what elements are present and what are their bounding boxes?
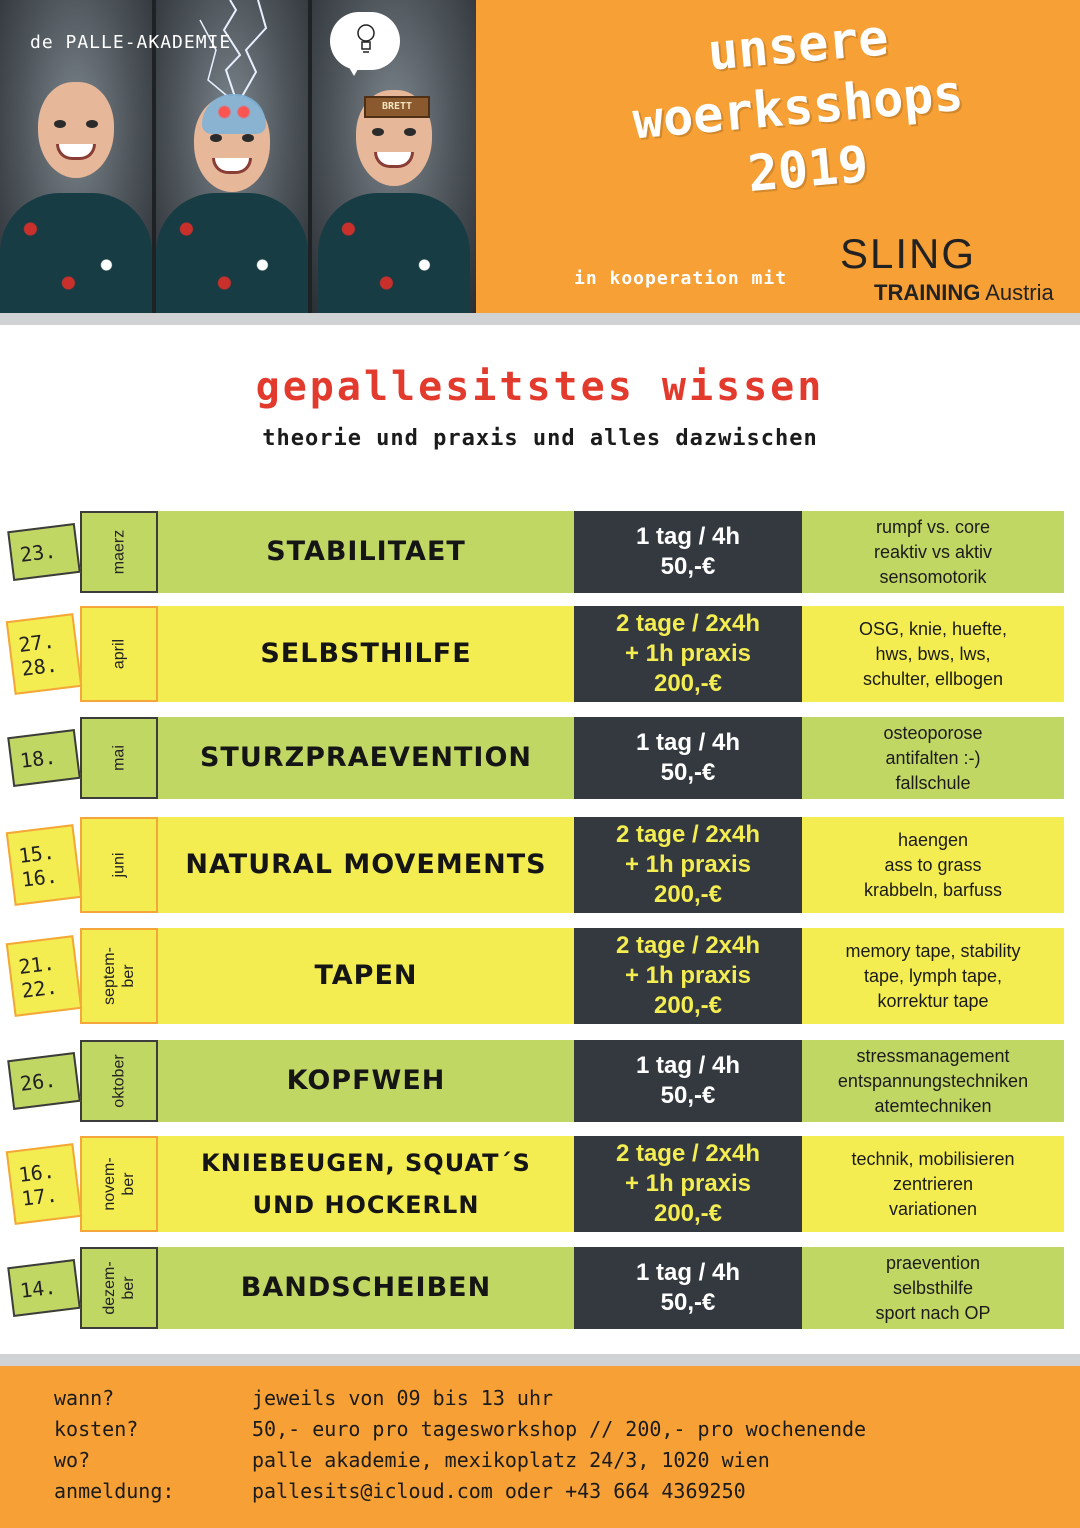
topic-line: osteoporose (883, 722, 983, 743)
brett-sign: BRETT (364, 96, 430, 118)
topic-line: stressmanagement (856, 1045, 1010, 1066)
topic-line: antifalten :-) (885, 747, 981, 768)
title-line-1: unsere (705, 8, 891, 82)
brain-icon (202, 94, 266, 134)
price-line: 50,-€ (660, 1289, 716, 1316)
poster-title (548, 8, 1048, 204)
price-line: 1 tag / 4h (635, 1052, 741, 1079)
topics-cell (802, 717, 1064, 799)
date-day: 14. (18, 1274, 58, 1303)
header-banner (0, 0, 1080, 313)
christmas-shirt (0, 193, 152, 313)
date-badge (7, 1052, 81, 1110)
topic-line: entspannungstechniken (837, 1070, 1029, 1091)
date-day: 28. (20, 652, 59, 681)
christmas-shirt (156, 193, 308, 313)
date-day: 16. (17, 1158, 57, 1187)
month-cell (80, 1247, 158, 1329)
price-cell (574, 1136, 802, 1232)
topic-line: hws, bws, lws, (875, 643, 991, 664)
topic-line: tape, lymph tape, (863, 965, 1003, 986)
month-cell (80, 511, 158, 593)
price-line: + 1h praxis (624, 1170, 752, 1197)
workshop-row (0, 817, 1080, 913)
sling-logo-sub: TRAINING Austria (874, 280, 1054, 305)
workshop-row (0, 928, 1080, 1024)
price-cell (574, 928, 802, 1024)
topic-line: schulter, ellbogen (862, 668, 1004, 689)
month-cell (80, 606, 158, 702)
month-label: april (110, 638, 128, 670)
workshop-row (0, 717, 1080, 799)
date-badge (6, 1143, 83, 1225)
topic-line: haengen (897, 829, 969, 850)
workshop-name: STURZPRAEVENTION (199, 742, 533, 773)
topic-line: atemtechniken (874, 1095, 992, 1116)
date-badge (7, 523, 81, 581)
topic-line: korrektur tape (877, 990, 989, 1011)
workshop-name: BANDSCHEIBEN (240, 1272, 492, 1303)
divider-top (0, 313, 1080, 325)
topics-cell (802, 928, 1064, 1024)
footer-value: pallesits@icloud.com oder +43 664 4369250 (252, 1479, 746, 1503)
date-badge (6, 824, 83, 906)
divider-bottom (0, 1354, 1080, 1366)
price-line: 1 tag / 4h (635, 1259, 741, 1286)
topic-line: variationen (888, 1198, 978, 1219)
month-cell (80, 1040, 158, 1122)
topic-line: zentrieren (892, 1173, 974, 1194)
topics-cell (802, 1247, 1064, 1329)
price-cell (574, 511, 802, 593)
price-line: 200,-€ (653, 992, 723, 1019)
price-line: 50,-€ (660, 1082, 716, 1109)
topic-line: sensomotorik (879, 566, 987, 587)
date-day: 15. (17, 839, 57, 868)
workshop-name: TAPEN (314, 960, 418, 991)
lightbulb-icon (356, 22, 376, 56)
workshop-row (0, 511, 1080, 593)
workshop-row (0, 606, 1080, 702)
topic-line: selbsthilfe (892, 1277, 974, 1298)
date-day: 18. (18, 744, 58, 773)
price-line: 2 tage / 2x4h (615, 610, 761, 637)
topic-line: OSG, knie, huefte, (858, 618, 1008, 639)
topic-line: reaktiv vs aktiv (873, 541, 993, 562)
info-footer (0, 1366, 1080, 1528)
sling-logo-word: SLING (840, 230, 977, 277)
topics-cell (802, 1040, 1064, 1122)
date-day: 27. (17, 628, 57, 657)
workshop-row (0, 1040, 1080, 1122)
price-line: + 1h praxis (624, 851, 752, 878)
price-line: + 1h praxis (624, 962, 752, 989)
date-day: 22. (20, 974, 59, 1003)
topics-cell (802, 817, 1064, 913)
date-badge (6, 935, 83, 1017)
workshop-row (0, 1247, 1080, 1329)
title-line-2: woerksshops (630, 63, 966, 151)
month-label: septem- ber (101, 947, 137, 1005)
workshop-name: STABILITAET (266, 536, 466, 567)
footer-row (54, 1386, 553, 1410)
footer-row (54, 1479, 746, 1503)
akademie-label: de PALLE-AKADEMIE (30, 32, 232, 53)
workshop-name: NATURAL MOVEMENTS (185, 849, 547, 880)
workshop-row (0, 1136, 1080, 1232)
footer-key: wann? (54, 1386, 115, 1410)
topic-line: krabbeln, barfuss (863, 879, 1003, 900)
month-label: novem- ber (101, 1157, 137, 1211)
face-illustration (38, 82, 114, 178)
sling-training-logo (840, 230, 1054, 305)
month-cell (80, 717, 158, 799)
topic-line: fallschule (895, 772, 971, 793)
price-line: 200,-€ (653, 670, 723, 697)
photo-strip (0, 0, 476, 313)
footer-value: palle akademie, mexikoplatz 24/3, 1020 wien (252, 1448, 770, 1472)
price-cell (574, 1247, 802, 1329)
footer-row (54, 1417, 866, 1441)
topic-line: memory tape, stability (845, 940, 1021, 961)
footer-key: wo? (54, 1448, 91, 1472)
price-line: 2 tage / 2x4h (615, 932, 761, 959)
month-label: dezem- ber (101, 1261, 137, 1315)
workshop-name: KNIEBEUGEN, SQUAT´S UND HOCKERLN (201, 1149, 531, 1219)
topic-line: sport nach OP (875, 1302, 991, 1323)
date-day: 23. (18, 538, 58, 567)
date-badge (7, 729, 81, 787)
workshop-name: SELBSTHILFE (260, 638, 472, 669)
price-cell (574, 817, 802, 913)
month-cell (80, 928, 158, 1024)
price-cell (574, 606, 802, 702)
topic-line: rumpf vs. core (875, 516, 991, 537)
price-line: 200,-€ (653, 881, 723, 908)
month-label: juni (110, 852, 128, 878)
topic-line: praevention (885, 1252, 981, 1273)
date-badge (7, 1259, 81, 1317)
date-day: 21. (17, 950, 57, 979)
price-line: 1 tag / 4h (635, 523, 741, 550)
price-line: 2 tage / 2x4h (615, 1140, 761, 1167)
topics-cell (802, 1136, 1064, 1232)
date-day: 16. (20, 863, 59, 892)
workshop-name: KOPFWEH (286, 1065, 446, 1096)
price-line: 200,-€ (653, 1200, 723, 1227)
title-line-3: 2019 (745, 134, 871, 204)
month-label: mai (110, 745, 128, 771)
topic-line: ass to grass (884, 854, 982, 875)
headline: gepallesitstes wissen (255, 364, 825, 410)
topics-cell (802, 511, 1064, 593)
footer-key: kosten? (54, 1417, 139, 1441)
price-line: 2 tage / 2x4h (615, 821, 761, 848)
price-line: 50,-€ (660, 759, 716, 786)
topic-line: technik, mobilisieren (851, 1148, 1015, 1169)
cooperation-text: in kooperation mit (574, 268, 788, 289)
footer-row (54, 1448, 770, 1472)
month-label: oktober (110, 1054, 128, 1108)
footer-key: anmeldung: (54, 1479, 175, 1503)
price-cell (574, 717, 802, 799)
date-day: 17. (20, 1182, 59, 1211)
price-cell (574, 1040, 802, 1122)
month-cell (80, 817, 158, 913)
price-line: + 1h praxis (624, 640, 752, 667)
month-cell (80, 1136, 158, 1232)
date-day: 26. (18, 1067, 58, 1096)
price-line: 1 tag / 4h (635, 729, 741, 756)
christmas-shirt (318, 193, 470, 313)
month-label: maerz (110, 529, 128, 575)
footer-value: 50,- euro pro tagesworkshop // 200,- pro wochenende (252, 1417, 867, 1441)
date-badge (6, 613, 83, 695)
price-line: 50,-€ (660, 553, 716, 580)
topics-cell (802, 606, 1064, 702)
subline: theorie und praxis und alles dazwischen (262, 426, 818, 451)
footer-value: jeweils von 09 bis 13 uhr (252, 1386, 554, 1410)
